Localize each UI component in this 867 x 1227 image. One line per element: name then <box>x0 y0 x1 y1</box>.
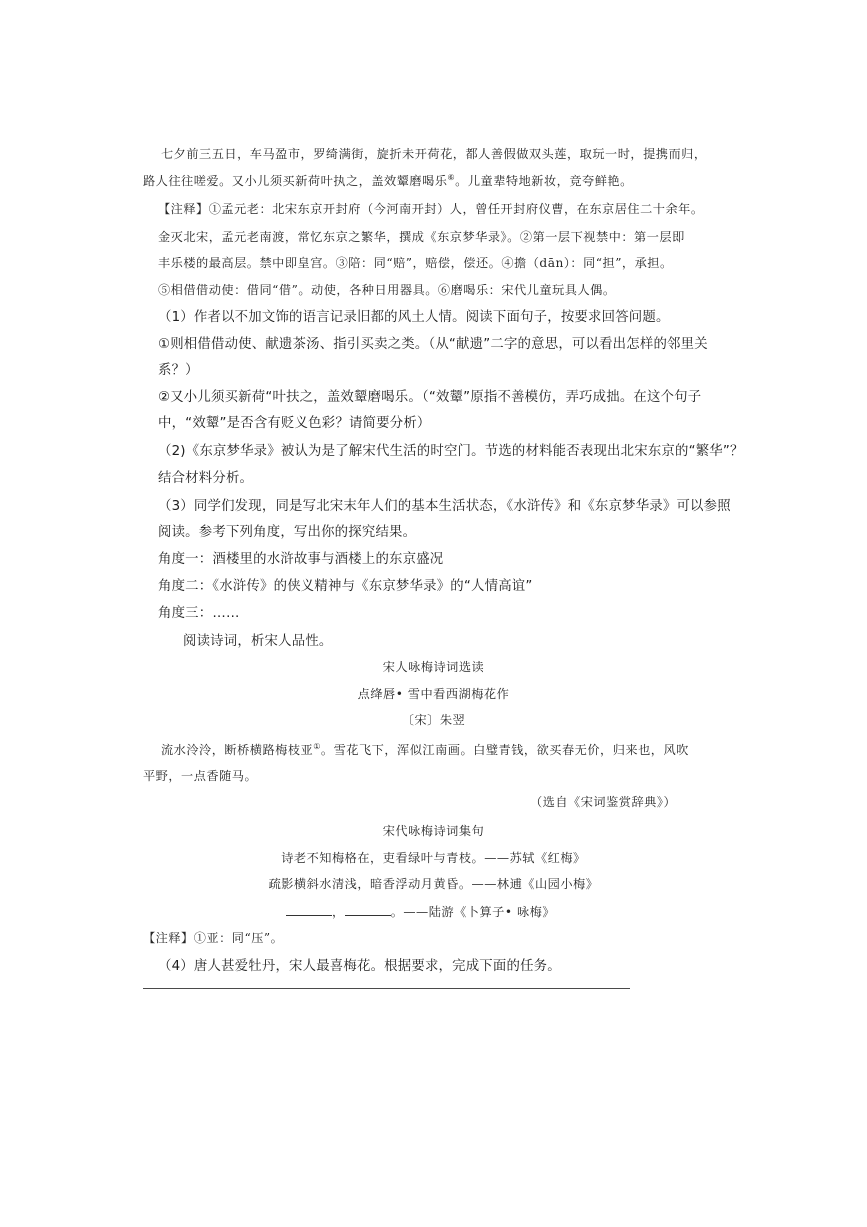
question-1: （1）作者以不加文饰的语言记录旧都的风土人情。阅读下面句子，按要求回答问题。 <box>158 310 670 325</box>
question-3-line-1: （3）同学们发现，同是写北宋末年人们的基本生活状态，《水浒传》和《东京梦华录》可以参照 <box>158 499 731 514</box>
question-1b-line-2: 中，“效颦”是否含有贬义色彩？请简要分析） <box>158 416 431 431</box>
blank-separator: ， <box>332 905 345 919</box>
question-2-line-1: （2)《东京梦华录》被认为是了解宋代生活的时空门。节选的材料能否表现出北宋东京的“繁华”？ <box>158 444 744 459</box>
notes-2: 【注释】①亚：同“压”。 <box>143 931 284 945</box>
bottom-rule <box>143 988 630 989</box>
poem-line-1 <box>161 743 689 756</box>
passage-line-2-text-b: 。儿童辈特地新妆，竞夸鲜艳。 <box>455 174 633 189</box>
question-1a-line-2: 系？） <box>158 363 199 378</box>
collection-line-2: 疏影横斜水清浅，暗香浮动月黄昏。——林逋《山园小梅》 <box>268 877 599 891</box>
question-4: （4）唐人甚爱牡丹，宋人最喜梅花。根据要求，完成下面的任务。 <box>158 959 561 974</box>
collection-line-3 <box>286 905 555 918</box>
passage-line-1: 七夕前三五日，车马盈市，罗绮满街，旋折未开荷花，都人善假做双头莲，取玩一时，提携而归， <box>161 147 707 161</box>
passage-line-2 <box>143 174 633 187</box>
notes-line-4: ⑤相借借动使：借同“借”。动使，各种日用器具。⑥磨喝乐：宋代儿童玩具人偶。 <box>158 283 616 297</box>
notes-line-3: 丰乐楼的最高层。禁中即皇宫。③陪：同“赔”，赔偿，偿还。④擔（dān）：同“担”，承担。 <box>158 256 673 270</box>
poem-line-1-text-b: 。雪花飞下，浑似江南画。白璧青钱，欲买春无价，归来也，风吹 <box>320 743 689 758</box>
collection-line-1: 诗老不知梅格在，吏看绿叶与青枝。——苏轼《红梅》 <box>281 851 586 865</box>
poem-title: 点绛唇• 雪中看西湖梅花作 <box>357 687 510 701</box>
question-3-line-2: 阅读。参考下列角度，写出你的探究结果。 <box>158 525 417 540</box>
collection-line-3-tail: 。——陆游《卜算子• 咏梅》 <box>390 905 556 919</box>
notes-line-2: 金灭北宋，孟元老南渡，常忆东京之繁华，撰成《东京梦华录》。②第一层下视禁中：第一层即 <box>158 230 685 244</box>
question-1b-line-1: ②又小儿须买新荷“叶扶之，盖效颦磨喝乐。（“效颦”原指不善模仿，弄巧成拙。在这个句子 <box>158 390 702 405</box>
poem-line-1-text-a: 流水泠泠，断桥横路梅枝亚 <box>161 743 314 758</box>
question-2-line-2: 结合材料分析。 <box>158 471 254 486</box>
angle-3: 角度三：…… <box>158 606 240 621</box>
poem-line-2: 平野，一点香随马。 <box>143 769 258 783</box>
passage-line-2-text-a: 路人往往嗟爱。又小儿须买新荷叶执之，盖效颦磨喝乐 <box>143 174 448 189</box>
poem-source: （选自《宋词鉴赏辞典》） <box>530 795 677 809</box>
fill-blank-2[interactable] <box>345 905 391 916</box>
poem-author: 〔宋〕朱翌 <box>401 713 466 727</box>
fill-blank-1[interactable] <box>286 905 332 916</box>
angle-1: 角度一：酒楼里的水浒故事与酒楼上的东京盛况 <box>158 552 444 567</box>
poem-heading: 宋人咏梅诗词选读 <box>382 660 485 674</box>
footnote-marker: ① <box>313 742 321 751</box>
footnote-marker: ⑥ <box>447 173 456 182</box>
collection-heading: 宋代咏梅诗词集句 <box>382 824 485 838</box>
notes-line-1: 【注释】①孟元老：北宋东京开封府（今河南开封）人，曾任开封府仪曹，在东京居住二十余年。 <box>158 202 704 216</box>
poem-intro: 阅读诗词，析宋人品性。 <box>183 634 333 649</box>
angle-2: 角度二：《水浒传》的侠义精神与《东京梦华录》的“人情高谊” <box>158 579 533 594</box>
question-1a-line-1: ①则相借借动使、献遗茶汤、指引买卖之类。（从“献遗”二字的意思，可以看出怎样的邻里关 <box>158 337 708 352</box>
